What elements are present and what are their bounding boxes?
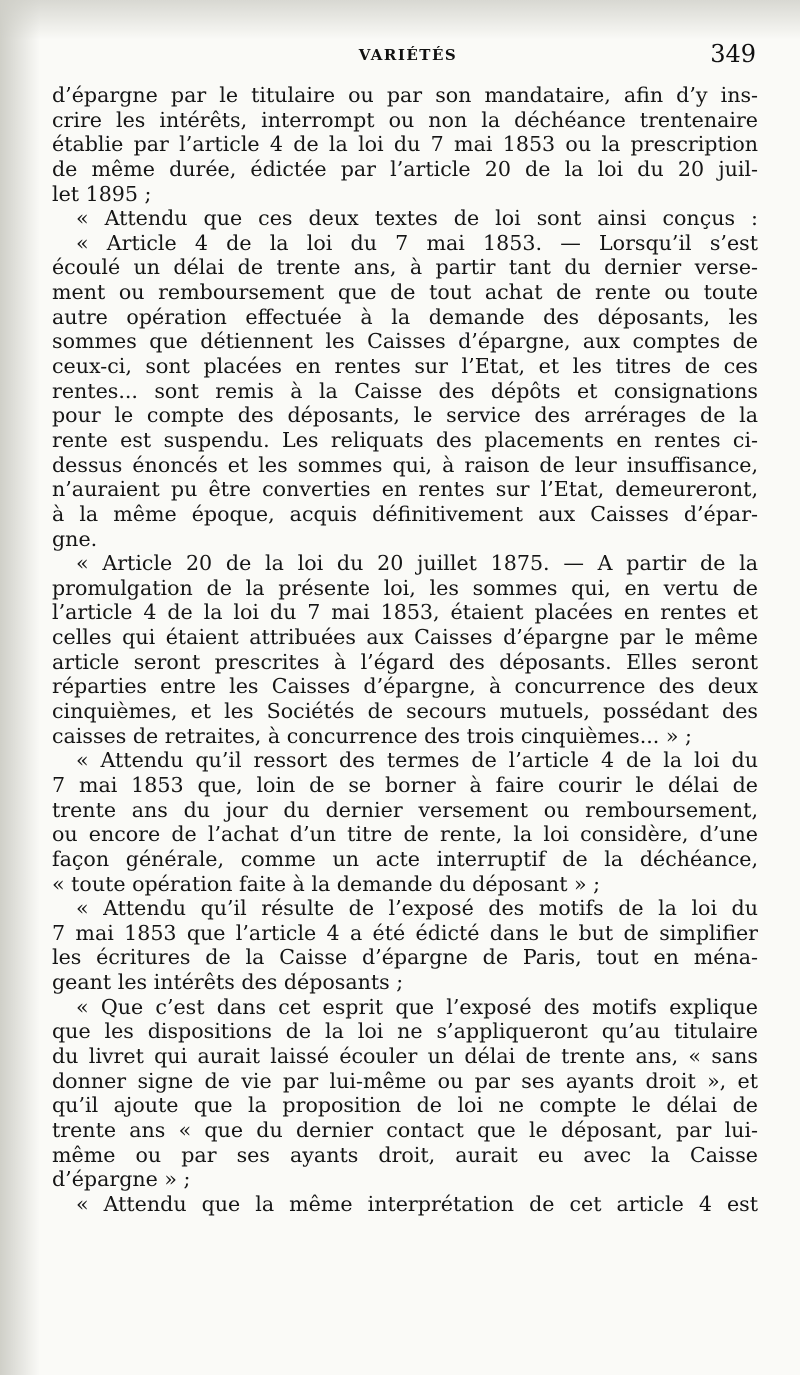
text-line: pour le compte des déposants, le service des arrérages de la	[52, 403, 758, 428]
text-line: ou encore de l’achat d’un titre de rente, la loi considère, d’une	[52, 822, 758, 847]
text-line: les écritures de la Caisse d’épargne de Paris, tout en ména-	[52, 945, 758, 970]
page-edge-shadow-top	[0, 0, 800, 40]
text-line: façon générale, comme un acte interruptif de la déchéance,	[52, 846, 758, 871]
text-line: donner signe de vie par lui-même ou par ses ayants droit », et	[52, 1068, 758, 1093]
text-line: n’auraient pu être converties en rentes sur l’Etat, demeureront,	[52, 477, 758, 502]
text-line: dessus énoncés et les sommes qui, à raison de leur insuffisance,	[52, 452, 758, 477]
text-line: « Attendu qu’il résulte de l’exposé des motifs de la loi du	[76, 896, 758, 921]
page-number: 349	[710, 40, 756, 68]
text-line: même ou par ses ayants droit, aurait eu avec la Caisse	[52, 1142, 758, 1167]
page-edge-shadow-left	[0, 0, 40, 1375]
text-line: sommes que détiennent les Caisses d’épargne, aux comptes de	[52, 329, 758, 354]
text-line: « Que c’est dans cet esprit que l’exposé des motifs explique	[76, 994, 758, 1019]
text-line: gne.	[52, 526, 98, 551]
text-line: ment ou remboursement que de tout achat de rente ou toute	[52, 280, 758, 305]
body-text	[52, 83, 758, 1216]
text-line: « Attendu qu’il ressort des termes de l’article 4 de la loi du	[76, 748, 758, 773]
text-line: geant les intérêts des déposants ;	[52, 970, 404, 995]
text-line: trente ans du jour du dernier versement ou remboursement,	[52, 797, 758, 822]
text-line: « toute opération faite à la demande du déposant » ;	[52, 871, 601, 896]
text-line: l’article 4 de la loi du 7 mai 1853, étaient placées en rentes et	[52, 600, 758, 625]
text-line: article seront prescrites à l’égard des déposants. Elles seront	[52, 649, 758, 674]
text-line: ceux-ci, sont placées en rentes sur l’Etat, et les titres de ces	[52, 354, 758, 379]
text-line: que les dispositions de la loi ne s’appliqueront qu’au titulaire	[52, 1019, 758, 1044]
text-line: établie par l’article 4 de la loi du 7 mai 1853 ou la prescription	[52, 132, 758, 157]
text-line: du livret qui aurait laissé écouler un délai de trente ans, « sans	[52, 1043, 758, 1068]
text-line: réparties entre les Caisses d’épargne, à concurrence des deux	[52, 674, 758, 699]
text-line: d’épargne par le titulaire ou par son mandataire, afin d’y ins-	[52, 83, 758, 107]
text-line: promulgation de la présente loi, les sommes qui, en vertu de	[52, 575, 758, 600]
text-line: écoulé un délai de trente ans, à partir tant du dernier verse-	[52, 255, 758, 280]
text-line: d’épargne » ;	[52, 1167, 191, 1192]
text-line: qu’il ajoute que la proposition de loi ne compte le délai de	[52, 1093, 758, 1118]
text-line: à la même époque, acquis définitivement aux Caisses d’épar-	[52, 501, 758, 526]
text-line: 7 mai 1853 que l’article 4 a été édicté dans le but de simplifier	[52, 920, 758, 945]
text-line: autre opération effectuée à la demande des déposants, les	[52, 304, 758, 329]
text-line: 7 mai 1853 que, loin de se borner à faire courir le délai de	[52, 772, 758, 797]
text-line: de même durée, édictée par l’article 20 de la loi du 20 juil-	[52, 156, 758, 181]
text-line: rentes... sont remis à la Caisse des dépôts et consignations	[52, 378, 758, 403]
page-header	[60, 40, 756, 80]
text-line: rente est suspendu. Les reliquats des placements en rentes ci-	[52, 427, 758, 452]
text-line: trente ans « que du dernier contact que le déposant, par lui-	[52, 1117, 758, 1142]
text-line: cinquièmes, et les Sociétés de secours mutuels, possédant des	[52, 699, 758, 724]
text-line: crire les intérêts, interrompt ou non la déchéance trentenaire	[52, 107, 758, 132]
text-line: let 1895 ;	[52, 181, 152, 206]
text-line: « Attendu que ces deux textes de loi sont ainsi conçus :	[76, 206, 758, 231]
text-line: « Article 20 de la loi du 20 juillet 1875. — A partir de la	[76, 551, 758, 576]
text-line: « Attendu que la même interprétation de cet article 4 est	[76, 1191, 758, 1216]
text-line: celles qui étaient attribuées aux Caisses d’épargne par le même	[52, 625, 758, 650]
running-title: VARIÉTÉS	[358, 46, 458, 64]
text-line: caisses de retraites, à concurrence des trois cinquièmes... » ;	[52, 723, 692, 748]
text-line: « Article 4 de la loi du 7 mai 1853. — Lorsqu’il s’est	[76, 230, 758, 255]
